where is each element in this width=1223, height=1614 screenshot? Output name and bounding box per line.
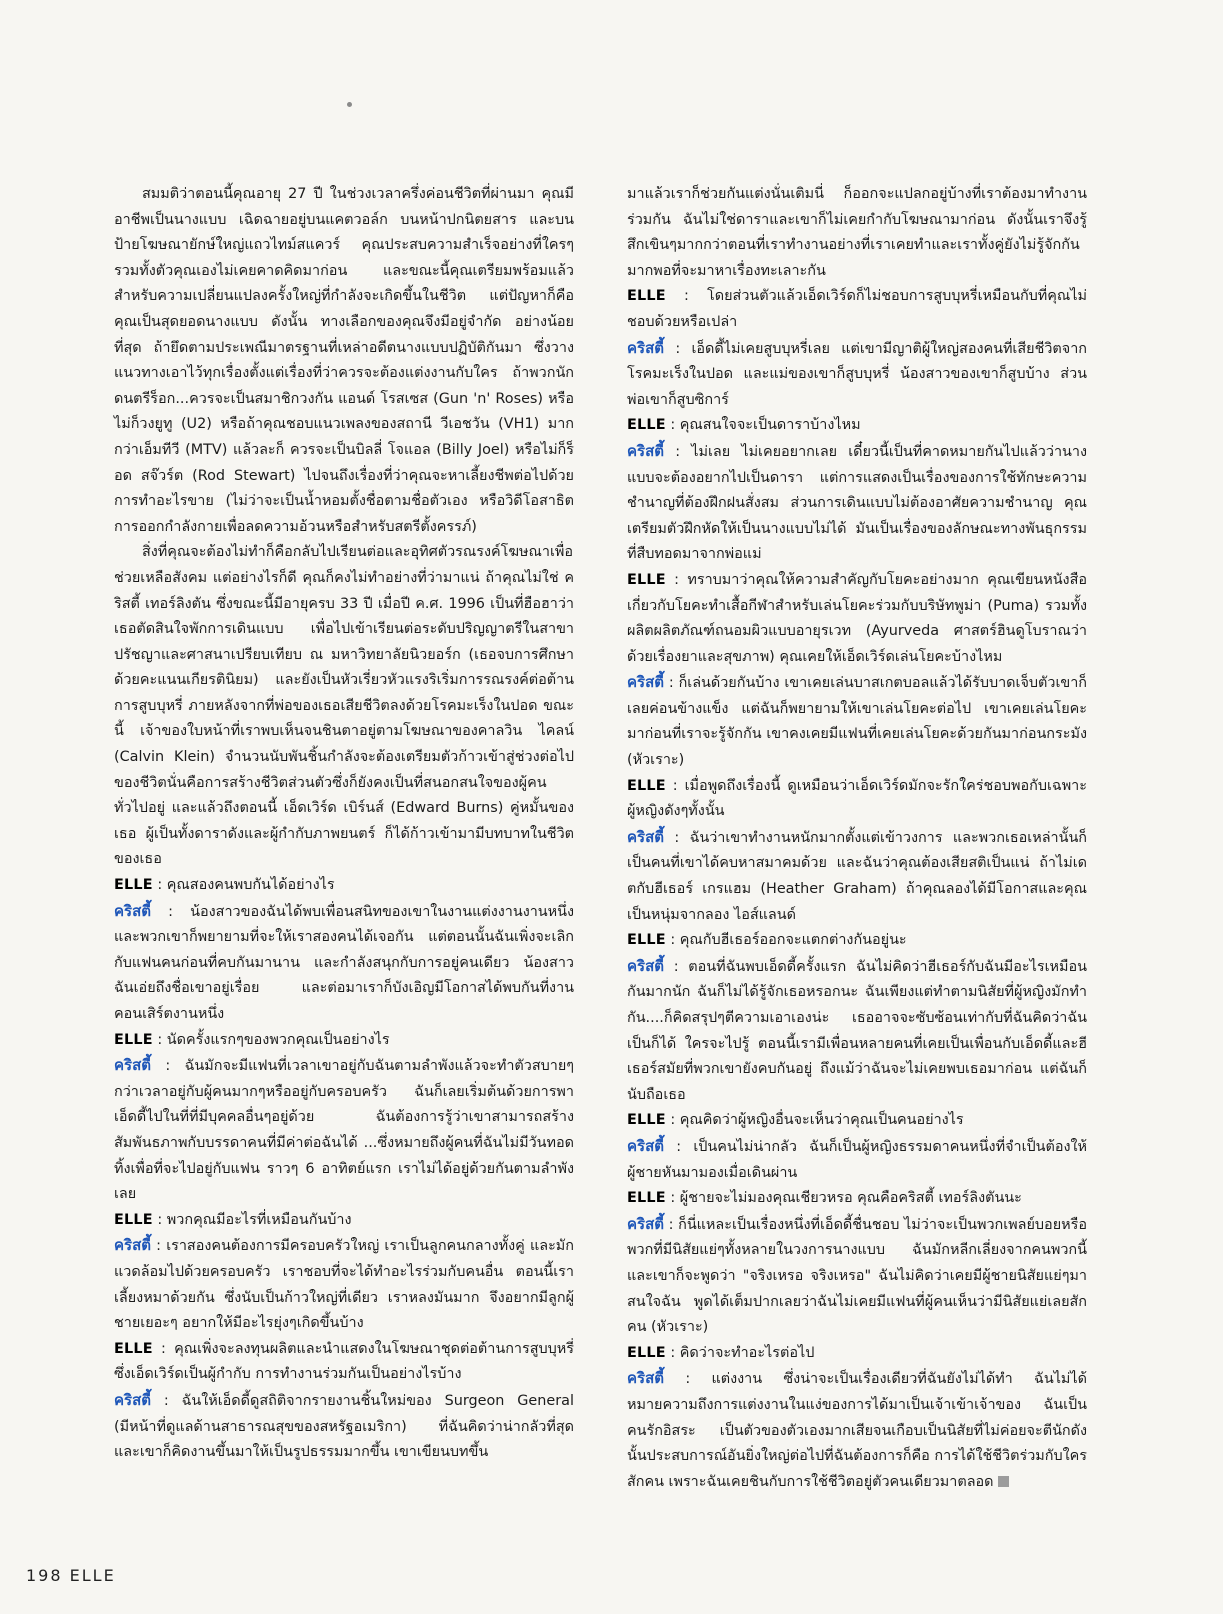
answer-continuation: มาแล้วเราก็ช่วยกันแต่งนั่นเติมนี่ ก็ออกจะแปลกอยู่บ้างที่เราต้องมาทำงานร่วมกัน ฉันไม่ใช่ดาราและเขาก็ไม่เคยกำกับโฆษณามาก่อน ดังนั้นเราจึงรู้สึกเขินๆมากกว่าตอนที่เราทำงานอย่างที่เราเคยทำและเราทั้งคู่ยังไม่รู้จักกันมากพอที่จะมาหาเรื่องทะเลาะกัน [627, 186, 1087, 279]
interview-answer [114, 1233, 574, 1336]
answer-text: : เป็นคนไม่น่ากลัว ฉันก็เป็นผู้หญิงธรรมดาคนหนึ่งที่จำเป็นต้องให้ผู้ชายหันมามองเมื่อเดินผ่าน [627, 1138, 1087, 1181]
interview-answer [627, 336, 1087, 414]
interview-question [114, 873, 574, 899]
interview-question [627, 1186, 1087, 1212]
question-text: : คุณสองคนพบกันได้อย่างไร [152, 877, 335, 894]
question-text: : คุณสนใจจะเป็นดาราบ้างไหม [665, 417, 861, 434]
speaker-elle: ELLE [114, 1031, 153, 1048]
interview-answer [627, 1366, 1087, 1495]
interview-question [627, 284, 1087, 335]
interview-question [114, 1028, 574, 1054]
interview-answer [627, 1212, 1087, 1341]
answer-text: : ก็เล่นด้วยกันบ้าง เขาเคยเล่นบาสเกตบอลแล้วได้รับบาดเจ็บตัวเขาก็เลยค่อนข้างแข็ง แต่ฉันก็พยายามให้เขาเล่นโยคะต่อไป เขาเคยเล่นโยคะมาก่อนที่เราจะรู้จักกัน เขาคงเคยมีแฟนที่เคยเล่นโยคะด้วยกันมาก่อนกระมัง (หัวเราะ) [627, 675, 1087, 769]
interview-answer [114, 1388, 574, 1466]
answer-text: : ฉันว่าเขาทำงานหนักมากตั้งแต่เข้าวงการ และพวกเธอเหล่านั้นก็เป็นคนที่เขาได้คบหาสมาคมด้วย และฉันว่าคุณต้องเสียสติเป็นแน่ ถ้าไม่เดตกับฮีเธอร์ เกรแฮม (Heather Graham) ถ้าคุณลองได้มีโอกาสและคุณเป็นหนุ่มจากลอง ไอส์แลนด์ [627, 829, 1087, 923]
question-text: : เมื่อพูดถึงเรื่องนี้ ดูเหมือนว่าเอ็ดเวิร์ดมักจะรักใคร่ชอบพอกับเฉพาะผู้หญิงดังๆทั้งนั้น [627, 777, 1087, 820]
speaker-christy: คริสตี้ [114, 901, 151, 920]
speaker-elle: ELLE [114, 1340, 153, 1357]
speaker-christy: คริสตี้ [114, 1056, 151, 1075]
interview-question [114, 1337, 574, 1388]
question-text: : คุณคิดว่าผู้หญิงอื่นจะเห็นว่าคุณเป็นคนอย่างไร [665, 1112, 964, 1129]
interview-question [627, 774, 1087, 825]
answer-text: : ฉันมักจะมีแฟนที่เวลาเขาอยู่กับฉันตามลำพังแล้วจะทำตัวสบายๆกว่าเวลาอยู่กับผู้คนมากๆหรืออยู่กับครอบครัว ฉันก็เลยเริ่มต้นด้วยการพาเอ็ดดี้ไปในที่ที่มีบุคคลอื่นๆอยู่ด้วย ฉันต้องการรู้ว่าเขาสามารถสร้างสัมพันธภาพกับบรรดาคนที่มีค่าต่อฉันได้ ...ซึ่งหมายถึงผู้คนที่ฉันไม่มีวันทอดทิ้งเพื่อที่จะไปอยู่กับแฟน ราวๆ 6 อาทิตย์แรก เราไม่ได้อยู่ด้วยกันตามลำพังเลย [114, 1058, 574, 1203]
speaker-elle: ELLE [114, 877, 153, 894]
interview-question [627, 568, 1087, 670]
speaker-elle: ELLE [114, 1211, 153, 1228]
question-text: : พวกคุณมีอะไรที่เหมือนกันบ้าง [152, 1211, 352, 1228]
interview-question [627, 1108, 1087, 1134]
speaker-elle: ELLE [627, 777, 666, 794]
answer-text: : แต่งงาน ซึ่งน่าจะเป็นเรื่องเดียวที่ฉันยังไม่ได้ทำ ฉันไม่ได้หมายความถึงการแต่งงานในแง่ของการได้มาเป็นเจ้าเข้าเจ้าของ ฉันเป็นคนรักอิสระ เป็นตัวของตัวเองมากเสียจนเกือบเป็นนิสัยที่ไม่ค่อยจะตีนักดังนั้นประสบการณ์อันยิ่งใหญ่ต่อไปที่ฉันต้องการก็คือ การได้ใช้ชีวิตร่วมกับใครสักคน เพราะฉันเคยชินกับการใช้ชีวิตอยู่ตัวคนเดียวมาตลอด [627, 1371, 1087, 1490]
interview-answer [627, 439, 1087, 568]
speaker-christy: คริสตี้ [114, 1390, 151, 1409]
article-column-right [627, 182, 1087, 1495]
answer-text: : ตอนที่ฉันพบเอ็ดดี้ครั้งแรก ฉันไม่คิดว่าฮีเธอร์กับฉันมีอะไรเหมือนกันมากนัก ฉันก็ไม่ได้รู้จักเธอหรอกนะ ฉันเพียงแต่ทำตามนิสัยที่ผู้หญิงมักทำกัน....ก็คิดสรุปๆตีความเอาเองน่ะ เธออาจจะซับซ้อนเท่ากับที่ฉันคิดว่าฉันเป็นก็ได้ ใครจะไปรู้ ตอนนี้เรามีเพื่อนหลายคนที่เคยเป็นเพื่อนกับเอ็ดดี้และฮีเธอร์สมัยที่พวกเขายังคบกันอยู่ ถึงแม้ว่าฉันจะไม่เคยพบเธอมาก่อน แต่ฉันก็นับถือเธอ [627, 958, 1087, 1103]
speaker-christy: คริสตี้ [627, 1369, 664, 1388]
question-text: : ทราบมาว่าคุณให้ความสำคัญกับโยคะอย่างมาก คุณเขียนหนังสือเกี่ยวกับโยคะทำเสื้อกีฬาสำหรับเล่นโยคะร่วมกับบริษัทพูม่า (Puma) รวมทั้งผลิตผลิตภัณฑ์ถนอมผิวแบบอายุรเวท (Ayurveda ศาสตร์ฮินดูโบราณว่าด้วยเรื่องยาและสุขภาพ) คุณเคยให้เอ็ดเวิร์ดเล่นโยคะบ้างไหม [627, 571, 1087, 665]
interview-answer [627, 1134, 1087, 1186]
speaker-christy: คริสตี้ [627, 338, 664, 357]
answer-text: : เอ็ดดี้ไม่เคยสูบบุหรี่เลย แต่เขามีญาติผู้ใหญ่สองคนที่เสียชีวิตจากโรคมะเร็งในปอด และแม่ของเขาก็สูบบุหรี่ น้องสาวของเขาก็สูบบ้าง ส่วนพ่อเขาก็สูบซิการ์ [627, 340, 1087, 408]
interview-answer [114, 899, 574, 1028]
answer-text: : เราสองคนต้องการมีครอบครัวใหญ่ เราเป็นลูกคนกลางทั้งคู่ และมักแวดล้อมไปด้วยครอบครัว เราชอบที่จะได้ทำอะไรร่วมกับคนอื่น ตอนนี้เราเลี้ยงหมาด้วยกัน ซึ่งนับเป็นก้าวใหญ่ที่เดียว เราหลงมันมาก จึงอยากมีลูกผู้ชายเยอะๆ อยากให้มีอะไรยุ่งๆเกิดขึ้นบ้าง [114, 1238, 574, 1332]
question-text: : คุณเพิ่งจะลงทุนผลิตและนำแสดงในโฆษณาชุดต่อต้านการสูบบุหรี่ซึ่งเอ็ดเวิร์ดเป็นผู้กำกับ การทำงานร่วมกันเป็นอย่างไรบ้าง [114, 1340, 574, 1383]
end-of-article-mark [998, 1476, 1009, 1487]
answer-text: : น้องสาวของฉันได้พบเพื่อนสนิทของเขาในงานแต่งงานงานหนึ่ง และพวกเขาก็พยายามที่จะให้เราสองคนได้เจอกัน แต่ตอนนั้นฉันเพิ่งจะเลิกกับแฟนคนก่อนที่คบกันมานาน และกำลังสนุกกับการอยู่คนเดียว น้องสาวฉันเอ่ยถึงชื่อเขาอยู่เรื่อย และต่อมาเราก็บังเอิญมีโอกาสได้พบกันที่งานคอนเสิร์ตงานหนึ่ง [114, 903, 574, 1022]
speaker-christy: คริสตี้ [627, 956, 664, 975]
question-text: : คุณกับฮีเธอร์ออกจะแตกต่างกันอยู่นะ [665, 932, 907, 949]
question-text: : คิดว่าจะทำอะไรต่อไป [665, 1344, 815, 1361]
page-folio: 198 ELLE [26, 1566, 116, 1585]
speaker-elle: ELLE [627, 1344, 666, 1361]
intro-paragraph-1: สมมติว่าตอนนี้คุณอายุ 27 ปี ในช่วงเวลาครึ่งค่อนชีวิตที่ผ่านมา คุณมีอาชีพเป็นนางแบบ เฉิดฉายอยู่บนแคตวอล์ก บนหน้าปกนิตยสาร และบนป้ายโฆษณายักษ์ใหญ่แถวไทม์สแควร์ คุณประสบความสำเร็จอย่างที่ใครๆรวมทั้งตัวคุณเองไม่เคยคาดคิดมาก่อน และขณะนี้คุณเตรียมพร้อมแล้วสำหรับความเปลี่ยนแปลงครั้งใหญ่ที่กำลังจะเกิดขึ้นในชีวิต แต่ปัญหาก็คือ คุณเป็นสุดยอดนางแบบ ดังนั้น ทางเลือกของคุณจึงมีอยู่จำกัด อย่างน้อยที่สุด ถ้ายึดตามประเพณีมาตรฐานที่เหล่าอดีตนางแบบปฏิบัติกันมา ซึ่งวางแนวทางเอาไว้ทุกเรื่องตั้งแต่เรื่องที่ว่าควรจะต้องแต่งงานกับใคร ถ้าพวกนักดนตรีร็อก...ควรจะเป็นสมาชิกวงกัน แอนด์ โรสเซส (Gun 'n' Roses) หรือไม่ก็วงยูทู (U2) หรือถ้าคุณชอบแนวเพลงของสถานี วีเอชวัน (VH1) มากกว่าเอ็มทีวี (MTV) แล้วละก็ ควรจะเป็นบิลลี่ โจแอล (Billy Joel) หรือไม่ก็ร็อด สจ๊วร์ต (Rod Stewart) ไปจนถึงเรื่องที่ว่าคุณจะหาเลี้ยงชีพต่อไปด้วยการทำอะไรขาย (ไม่ว่าจะเป็นน้ำหอมตั้งชื่อตามชื่อตัวเอง หรือวิดีโอสาธิตการออกกำลังกายเพื่อลดความอ้วนหรือสำหรับสตรีตั้งครรภ์) [114, 186, 574, 535]
speaker-christy: คริสตี้ [627, 441, 664, 460]
interview-answer [627, 670, 1087, 773]
interview-question [627, 1341, 1087, 1367]
speaker-elle: ELLE [627, 571, 666, 588]
question-text: : ผู้ชายจะไม่มองคุณเชียวหรอ คุณคือคริสตี้ เทอร์ลิงตันนะ [665, 1190, 1022, 1207]
interview-answer [114, 1053, 574, 1208]
interview-answer [627, 825, 1087, 928]
answer-text: : ฉันให้เอ็ดดี้ดูสถิติจากรายงานชิ้นใหม่ของ Surgeon General (มีหน้าที่ดูแลด้านสาธารณสุขของสหรัฐอเมริกา) ที่ฉันคิดว่าน่ากลัวที่สุด และเขาก็คิดงานขึ้นมาให้เป็นรูปธรรมมากขึ้น เขาเขียนบทขึ้น [114, 1392, 574, 1461]
speaker-elle: ELLE [627, 417, 666, 434]
intro-paragraph-2: สิ่งที่คุณจะต้องไม่ทำก็คือกลับไปเรียนต่อและอุทิศตัวรณรงค์โฆษณาเพื่อช่วยเหลือสังคม แต่อย่างไรก็ดี คุณก็คงไม่ทำอย่างที่ว่ามาแน่ ถ้าคุณไม่ใช่ คริสตี้ เทอร์ลิงตัน ซึ่งขณะนี้มีอายุครบ 33 ปี เมื่อปี ค.ศ. 1996 เป็นที่ฮือฮาว่าเธอตัดสินใจพักการเดินแบบ เพื่อไปเข้าเรียนต่อระดับปริญญาตรีในสาขาปรัชญาและศาสนาเปรียบเทียบ ณ มหาวิทยาลัยนิวยอร์ก (เธอจบการศึกษาด้วยคะแนนเกียรตินิยม) และยังเป็นหัวเรี่ยวหัวแรงริเริ่มการรณรงค์ต่อต้านการสูบบุหรี่ ภายหลังจากที่พ่อของเธอเสียชีวิตลงด้วยโรคมะเร็งในปอด ขณะนี้ เจ้าของใบหน้าที่เราพบเห็นจนชินตาอยู่ตามโฆษณาของคาลวิน ไคลน์ (Calvin Klein) จำนวนนับพันชิ้นกำลังจะต้องเตรียมตัวก้าวเข้าสู่ช่วงต่อไปของชีวิตนั่นคือการสร้างชีวิตส่วนตัวซึ่งก็ยังคงเป็นที่สนอกสนใจของผู้คนทั่วไปอยู่ และแล้วถึงตอนนี้ เอ็ดเวิร์ด เบิร์นส์ (Edward Burns) คู่หมั้นของเธอ ผู้เป็นทั้งดาราดังและผู้กำกับภาพยนตร์ ก็ได้ก้าวเข้ามามีบทบาทในชีวิตของเธอ [114, 544, 574, 868]
speaker-elle: ELLE [627, 1190, 666, 1207]
speaker-elle: ELLE [627, 1112, 666, 1129]
question-text: : นัดครั้งแรกๆของพวกคุณเป็นอย่างไร [152, 1031, 390, 1048]
speaker-christy: คริสตี้ [627, 1136, 664, 1155]
interview-question [627, 928, 1087, 954]
speaker-christy: คริสตี้ [627, 673, 664, 692]
interview-answer [627, 954, 1087, 1109]
speaker-elle: ELLE [627, 288, 666, 305]
interview-question [627, 413, 1087, 439]
speaker-elle: ELLE [627, 932, 666, 949]
speaker-christy: คริสตี้ [627, 827, 664, 846]
decorative-dot [347, 102, 352, 107]
speaker-christy: คริสตี้ [627, 1214, 664, 1233]
question-text: : โดยส่วนตัวแล้วเอ็ดเวิร์ดก็ไม่ชอบการสูบบุหรี่เหมือนกับที่คุณไม่ชอบด้วยหรือเปล่า [627, 288, 1087, 330]
speaker-christy: คริสตี้ [114, 1236, 151, 1255]
answer-text: : ไม่เลย ไม่เคยอยากเลย เดี๋ยวนี้เป็นที่คาดหมายกันไปแล้วว่านางแบบจะต้องอยากไปเป็นดารา แต่การแสดงเป็นเรื่องของการใช้ทักษะความชำนาญที่ต้องฝึกฝนสั่งสม ส่วนการเดินแบบไม่ต้องอาศัยความชำนาญ คุณเตรียมตัวฝึกหัดให้เป็นนางแบบไม่ได้ มันเป็นเรื่องของลักษณะทางพันธุกรรมที่สืบทอดมาจากพ่อแม่ [627, 443, 1087, 563]
article-column-left [114, 182, 574, 1466]
answer-text: : ก็นี่แหละเป็นเรื่องหนึ่งที่เอ็ดดี้ชื่นชอบ ไม่ว่าจะเป็นพวกเพลย์บอยหรือพวกที่มีนิสัยแย่ๆทั้งหลายในวงการนางแบบ ฉันมักหลีกเลี่ยงจากคนพวกนี้ และเขาก็จะพูดว่า "จริงเหรอ จริงเหรอ" ฉันไม่คิดว่าเคยมีผู้ชายนิสัยแย่ๆมาสนใจฉัน พูดได้เต็มปากเลยว่าฉันไม่เคยมีแฟนที่ผู้คนเห็นว่ามีนิสัยแย่เลยสักคน (หัวเราะ) [627, 1216, 1087, 1336]
interview-question [114, 1208, 574, 1234]
